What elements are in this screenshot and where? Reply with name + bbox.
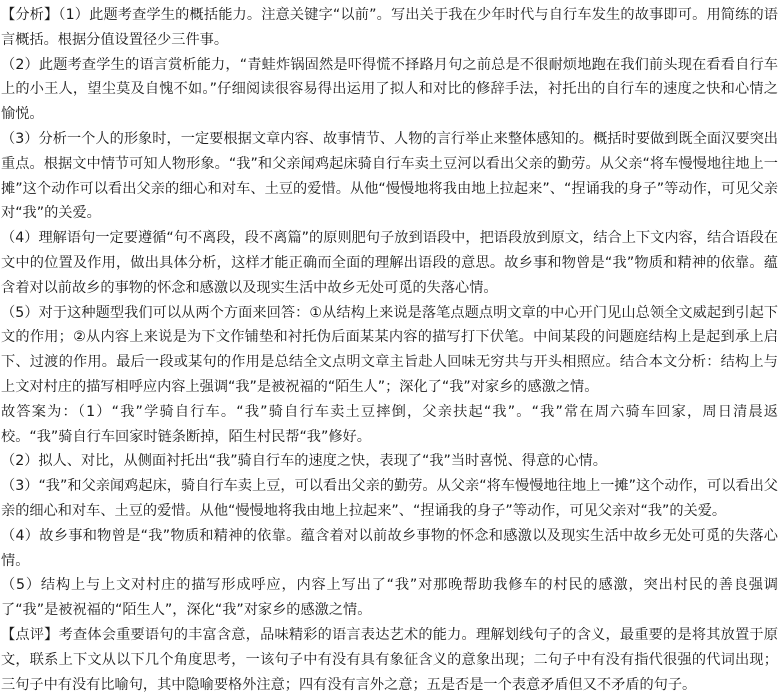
answer-paragraph-2: （2）拟人、对比，从侧面衬托出“我”骑自行车的速度之快，表现了“我”当时喜悦、得意的心情。 <box>1 453 607 470</box>
answer-paragraph-4: （4）故乡事和物曾是“我”物质和精神的依靠。蕴含着对以前故乡事物的怀念和感激以及现实生活中故乡无处可觅的失落心情。 <box>1 527 778 569</box>
answer-paragraph-5: （5）结构上与上文对村庄的描写形成呼应，内容上写出了“我”对那晚帮助我修车的村民的感激，突出村民的善良强调了“我”是被祝福的“陌生人”，深化“我”对家乡的感激之情。 <box>1 577 778 619</box>
analysis-paragraph-5: （5）对于这种题型我们可以从两个方面来回答：①从结构上来说是落笔点题点明文章的中心开门见山总领全文威起到引起下文的作用；②从内容上来说是为下文作铺垫和衬托伪后面某某内容的描写打下伏笔。中间某段的问题庭结构上是起到承上启下、过渡的作用。最后一段或某句的作用是总结全文点明文章主旨赴人回味无穷共与开头相照应。结合本文分析：结构上与上文对村庄的描写相呼应内容上强调“我”是被祝福的“陌生人”；深化了“我”对家乡的感激之情。 <box>1 304 778 395</box>
answer-paragraph-3: （3）“我”和父亲闻鸡起床，骑自行车卖上豆，可以看出父亲的勤劳。从父亲“将车慢慢地往地上一摊”这个动作，可以看出父亲的细心和对车、土豆的爱惜。从他“慢慢地将我由地上拉起来”、“捏诵我的身子”等动作，可见父亲对“我”的关爱。 <box>1 478 778 519</box>
analysis-paragraph-4: （4）理解语句一定要遵循“句不离段，段不离篇”的原则肥句子放到语段中，把语段放到原文，结合上下文内容，结合语段在文中的位置及作用，做出具体分析，这样才能正确而全面的理解出语段的意思。故乡事和物曾是“我”物质和精神的依靠。蕴含着对以前故乡的事物的怀念和感激以及现实生活中故乡无处可觅的失落心情。 <box>1 230 778 296</box>
analysis-paragraph-2: （2）此题考查学生的语言赏析能力，“青蛙炸锅固然是吓得慌不择路月句之前总是不很耐烦地跑在我们前头现在看看自行车上的小王人，望尘莫及自愧不如。”仔细阅读很容易得出运用了拟人和对比的修辞手法，衬托出的自行车的速度之快和心情之愉悦。 <box>1 56 778 123</box>
analysis-paragraph-3: （3）分析一个人的形象时，一定要根据文章内容、故事情节、人物的言行举止来整体感知的。概括时要做到既全面汉要突出重点。根据文中情节可知人物形象。“我”和父亲闻鸡起床骑自行车卖土豆河以看出父亲的勤劳。从父亲“将车慢慢地往地上一摊”这个动作可以看出父亲的细心和对车、土豆的爱惜。从他“慢慢地将我由地上拉起来”、“捏诵我的身子”等动作，可见父亲对“我”的关爱。 <box>1 130 778 222</box>
analysis-paragraph-1: 【分析】（1）此题考查学生的概括能力。注意关键字“以前”。写出关于我在少年时代与自行车发生的故事即可。用简练的语言概括。根据分值设置径少三件事。 <box>1 7 778 48</box>
answer-paragraph-1: 故答案为：（1）“我”学骑自行车。“我”骑自行车卖土豆摔倒，父亲扶起“我”。“我”常在周六骑车回家，周日清晨返校。“我”骑自行车回家时链条断掉，陌生村民帮“我”修好。 <box>1 403 778 445</box>
comment-paragraph: 【点评】考查体会重要语句的丰富含意，品味精彩的语言表达艺术的能力。理解划线句子的含义，最重要的是将其放置于原文，联系上下文从以下几个角度思考，一该句子中有没有具有象征含义的意象出现；二句子中有没有指代很强的代词出现；三句子中有没有比喻句，其中隐喻要格外注意；四有没有言外之意；五是否是一个表意矛盾但又不矛盾的句子。 <box>1 626 778 693</box>
